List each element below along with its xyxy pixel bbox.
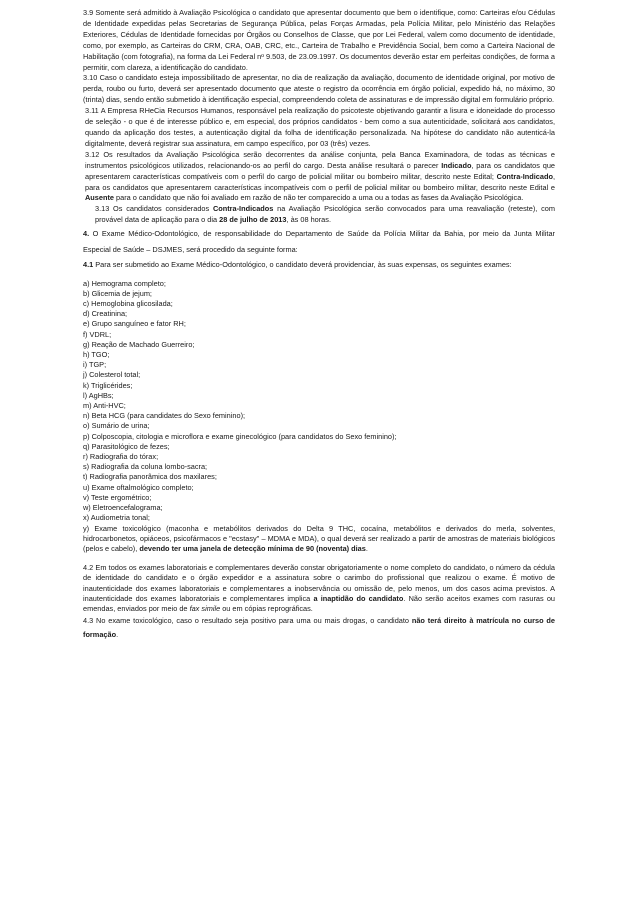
exam-list-item: b) Glicemia de jejum; <box>83 288 152 298</box>
paragraph-3-13: 3.13 Os candidatos considerados Contra-Indicados na Avaliação Psicológica serão convocados para uma reavaliação (reteste), com provável data de aplicação para o dia 28 de julho de 2013, às 08 horas. <box>95 204 555 225</box>
exam-list-item: i) TGP; <box>83 360 107 370</box>
paragraph-3-11: 3.11 A Empresa RHeCia Recursos Humanos, responsável pela realização do psicoteste objetivando garantir a lisura e idoneidade do processo de seleção - o que é de interesse público e, em especial, dos próprios candidatos - bem como a sua autenticidade, solicitará aos candidatos, quando da aplicação dos testes, a autenticação digital da folha de identificação personalizada. Na hipótese do candidato não autenticá-la digitalmente, deverá registrar sua assinatura, em campo específico, por 03 (três) vezes. <box>85 106 555 148</box>
exam-list-item: n) Beta HCG (para candidates do Sexo feminino); <box>83 411 246 421</box>
exam-list-item: c) Hemoglobina glicosilada; <box>83 299 173 309</box>
paragraph-3-12: 3.12 Os resultados da Avaliação Psicológica serão decorrentes da análise conjunta, pela Banca Examinadora, de todas as técnicas e instrumentos psicológicos utilizados, relacionando-os ao perfil do cargo. Desta análise resultará o parecer Indicado, para os candidatos que apresentarem características compatíveis com o perfil do cargo de policial militar ou bombeiro militar, descrito neste Edital; Contra-Indicado, para os candidatos que apresentarem características incompatíveis com o perfil de policial militar ou bombeiro militar, descrito neste Edital e Ausente para o candidato que não foi avaliado em razão de não ter comparecido a uma ou a todas as fases da Avaliação Psicológica. <box>85 149 555 203</box>
fax-simile-term: fax simile <box>189 603 221 613</box>
section-4-number: 4. <box>83 229 90 239</box>
paragraph-4-1: 4.1 Para ser submetido ao Exame Médico-Odontológico, o candidato deverá providenciar, às suas expensas, os seguintes exames: <box>83 260 512 270</box>
exam-list-item: w) Eletroencefalograma; <box>83 503 163 513</box>
exam-list <box>83 279 555 524</box>
exam-list-item: k) Triglicérides; <box>83 380 133 390</box>
exam-list-item: d) Creatinina; <box>83 309 128 319</box>
section-4: 4. O Exame Médico-Odontológico, de responsabilidade do Departamento de Saúde da Polícia Militar da Bahia, por meio da Junta Militar Especial de Saúde – DSJMES, será procedido da seguinte forma: <box>83 229 555 254</box>
exam-list-item: h) TGO; <box>83 350 110 360</box>
exam-list-item: x) Audiometria tonal; <box>83 513 150 523</box>
indicado-term: Indicado <box>441 160 472 170</box>
detection-window-term: devendo ter uma janela de detecção mínima de 90 (noventa) dias <box>139 543 366 553</box>
exam-list-item: r) Radiografia do tórax; <box>83 452 159 462</box>
exam-list-item: f) VDRL; <box>83 329 112 339</box>
exam-list-item: g) Reação de Machado Guerreiro; <box>83 339 195 349</box>
exam-item-y: y) Exame toxicológico (maconha e metabólitos derivados do Delta 9 THC, cocaína, metabólitos e derivados do merla, solventes, hidrocarbonetos, opiáceos, psicofármacos e "ecstasy" – MDMA e MDA), o qual deverá ser realizado a partir de amostras de materiais biológicos (pelos e cabelo), devendo ter uma janela de detecção mínima de 90 (noventa) dias. <box>83 523 555 553</box>
paragraph-3-10: 3.10 Caso o candidato esteja impossibilitado de apresentar, no dia de realização da avaliação, documento de identidade original, por motivo de perda, roubo ou furto, deverá ser apresentado documento que ateste o registro da ocorrência em órgão policial, expedido há, no máximo, 30 (trinta) dias, sendo então submetido à identificação especial, compreendendo coleta de assinaturas e de impressão digital em formulário próprio. <box>83 73 555 105</box>
reteste-date: 28 de julho de 2013 <box>219 215 287 225</box>
exam-list-item: e) Grupo sanguíneo e fator RH; <box>83 319 186 329</box>
exam-list-item: m) Anti-HVC; <box>83 401 126 411</box>
exam-list-item: a) Hemograma completo; <box>83 278 166 288</box>
exam-list-item: q) Parasitológico de fezes; <box>83 441 170 451</box>
ausente-term: Ausente <box>85 193 114 203</box>
exam-list-item: v) Teste ergométrico; <box>83 492 152 502</box>
contra-indicados-term: Contra-Indicados <box>212 204 274 214</box>
paragraph-3-9: 3.9 Somente será admitido à Avaliação Psicológica o candidato que apresentar documento que bem o identifique, como: Carteiras e/ou Cédulas de Identidade expedidas pelas Secretarias de Segurança Pública, pelas Forças Armadas, pela Polícia Militar, pelo Ministério das Relações Exteriores, Cédulas de Identidade fornecidas por Órgãos ou Conselhos de Classe, que por Lei Federal, valem como documento de identidade, como, por exemplo, as Carteiras do CRM, CRA, OAB, CRC, etc., Carteira de Trabalho e Previdência Social, bem como a Carteira Nacional de Habilitação (com fotografia), na forma da Lei Federal nº 9.503, de 23.09.1997. Os documentos deverão estar em perfeitas condições, de forma a permitir, com clareza, a identificação do candidato. <box>83 8 555 72</box>
exam-list-item: u) Exame oftalmológico completo; <box>83 482 194 492</box>
exam-list-item: s) Radiografia da coluna lombo-sacra; <box>83 462 208 472</box>
contra-indicado-term: Contra-Indicado <box>496 171 553 181</box>
exam-list-item: o) Sumário de urina; <box>83 421 150 431</box>
exam-list-item: p) Colposcopia, citologia e microflora e exame ginecológico (para candidatos do Sexo feminino); <box>83 431 397 441</box>
paragraph-4-3: 4.3 No exame toxicológico, caso o resultado seja positivo para uma ou mais drogas, o candidato não terá direito à matrícula no curso de formação. <box>83 616 556 640</box>
paragraph-4-2: 4.2 Em todos os exames laboratoriais e complementares deverão constar obrigatoriamente o nome completo do candidato, o número da cédula de identidade do candidato e o órgão expedidor e a assinatura sobre o carimbo do profissional que realizou o exame. É motivo de inautenticidade dos exames laboratoriais e complementares a inobservância ou omissão de, pelo menos, um dos casos acima previstos. A inautenticidade dos exames laboratoriais e complementares implica a inaptidão do candidato. Não serão aceitos exames com rasuras ou emendas, enviados por meio de fax simile ou em cópias reprográficas. <box>83 563 556 613</box>
paragraph-4-1-number: 4.1 <box>83 260 94 270</box>
exam-list-item: l) AgHBs; <box>83 390 114 400</box>
exam-list-item: j) Colesterol total; <box>83 370 141 380</box>
inaptidao-term: a inaptidão do candidato <box>313 593 404 603</box>
matricula-term: não terá direito à matrícula no curso de formação <box>83 616 556 640</box>
document-page <box>83 8 555 642</box>
exam-list-item: t) Radiografia panorâmica dos maxilares; <box>83 472 217 482</box>
